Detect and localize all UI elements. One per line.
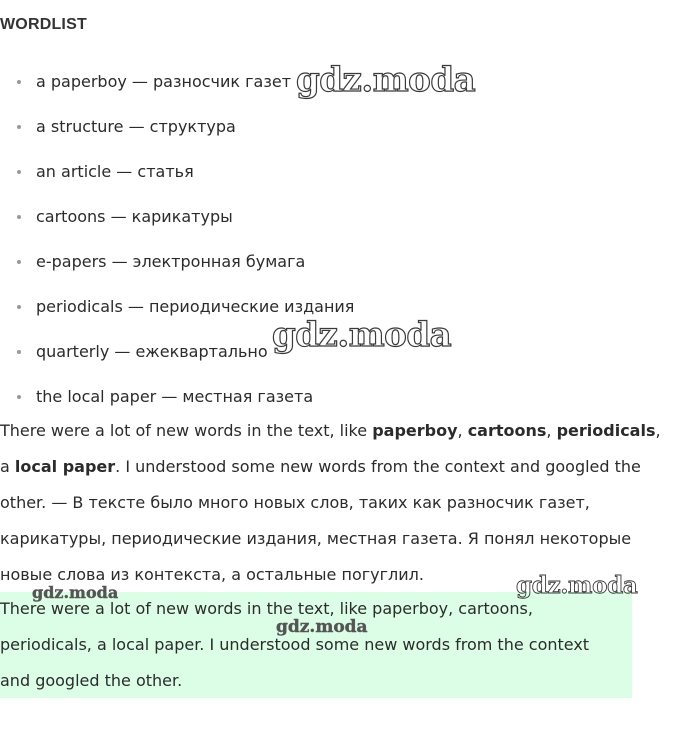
wordlist <box>0 59 354 419</box>
bullet-icon <box>17 395 21 399</box>
watermark-logo: gdz.moda <box>276 617 368 637</box>
answer-box <box>0 592 632 698</box>
list-item <box>0 329 354 374</box>
list-item-text: periodicals — периодические издания <box>36 297 355 316</box>
list-item <box>0 149 354 194</box>
watermark-logo: gdz.moda <box>32 583 119 602</box>
highlighted-word: cartoons <box>467 421 547 440</box>
answer-text: There were a lot of new words in the text, like paperboy, cartoons, periodicals, a local paper. I understood some new words from the context and googled the other. <box>0 599 590 690</box>
watermark-logo: gdz.moda <box>516 572 638 599</box>
list-item-text: an article — статья <box>36 162 194 181</box>
translation-paragraph <box>0 413 664 593</box>
list-item <box>0 104 354 149</box>
wordlist-heading: WORDLIST <box>0 16 87 33</box>
list-item <box>0 194 354 239</box>
bullet-icon <box>17 80 21 84</box>
list-item <box>0 239 354 284</box>
highlighted-word: local paper <box>14 457 116 476</box>
paragraph-text: , <box>546 421 557 440</box>
paragraph-text: . I understood some new words from the context and googled the other. — В тексте было много новых слов, таких как разносчик газет, карикатуры, периодические издания, местная газета. Я понял некоторые новые слова из контекста, а остальные погуглил. <box>0 457 641 584</box>
watermark-logo: gdz.moda <box>296 60 476 100</box>
list-item-text: the local paper — местная газета <box>36 387 314 406</box>
list-item <box>0 284 354 329</box>
list-item-text: cartoons — карикатуры <box>36 207 233 226</box>
watermark-logo: gdz.moda <box>272 315 452 355</box>
bullet-icon <box>17 215 21 219</box>
bullet-icon <box>17 170 21 174</box>
highlighted-word: periodicals <box>556 421 656 440</box>
bullet-icon <box>17 350 21 354</box>
paragraph-text: There were a lot of new words in the text, like <box>0 421 373 440</box>
paragraph-text: , a <box>0 421 661 476</box>
list-item-text: a paperboy — разносчик газет <box>36 72 292 91</box>
bullet-icon <box>17 305 21 309</box>
bullet-icon <box>17 125 21 129</box>
list-item-text: e-papers — электронная бумага <box>36 252 306 271</box>
paragraph-text: , <box>457 421 468 440</box>
highlighted-word: paperboy <box>372 421 458 440</box>
list-item-text: a structure — структура <box>36 117 236 136</box>
bullet-icon <box>17 260 21 264</box>
list-item <box>0 59 354 104</box>
list-item-text: quarterly — ежеквартально <box>36 342 268 361</box>
